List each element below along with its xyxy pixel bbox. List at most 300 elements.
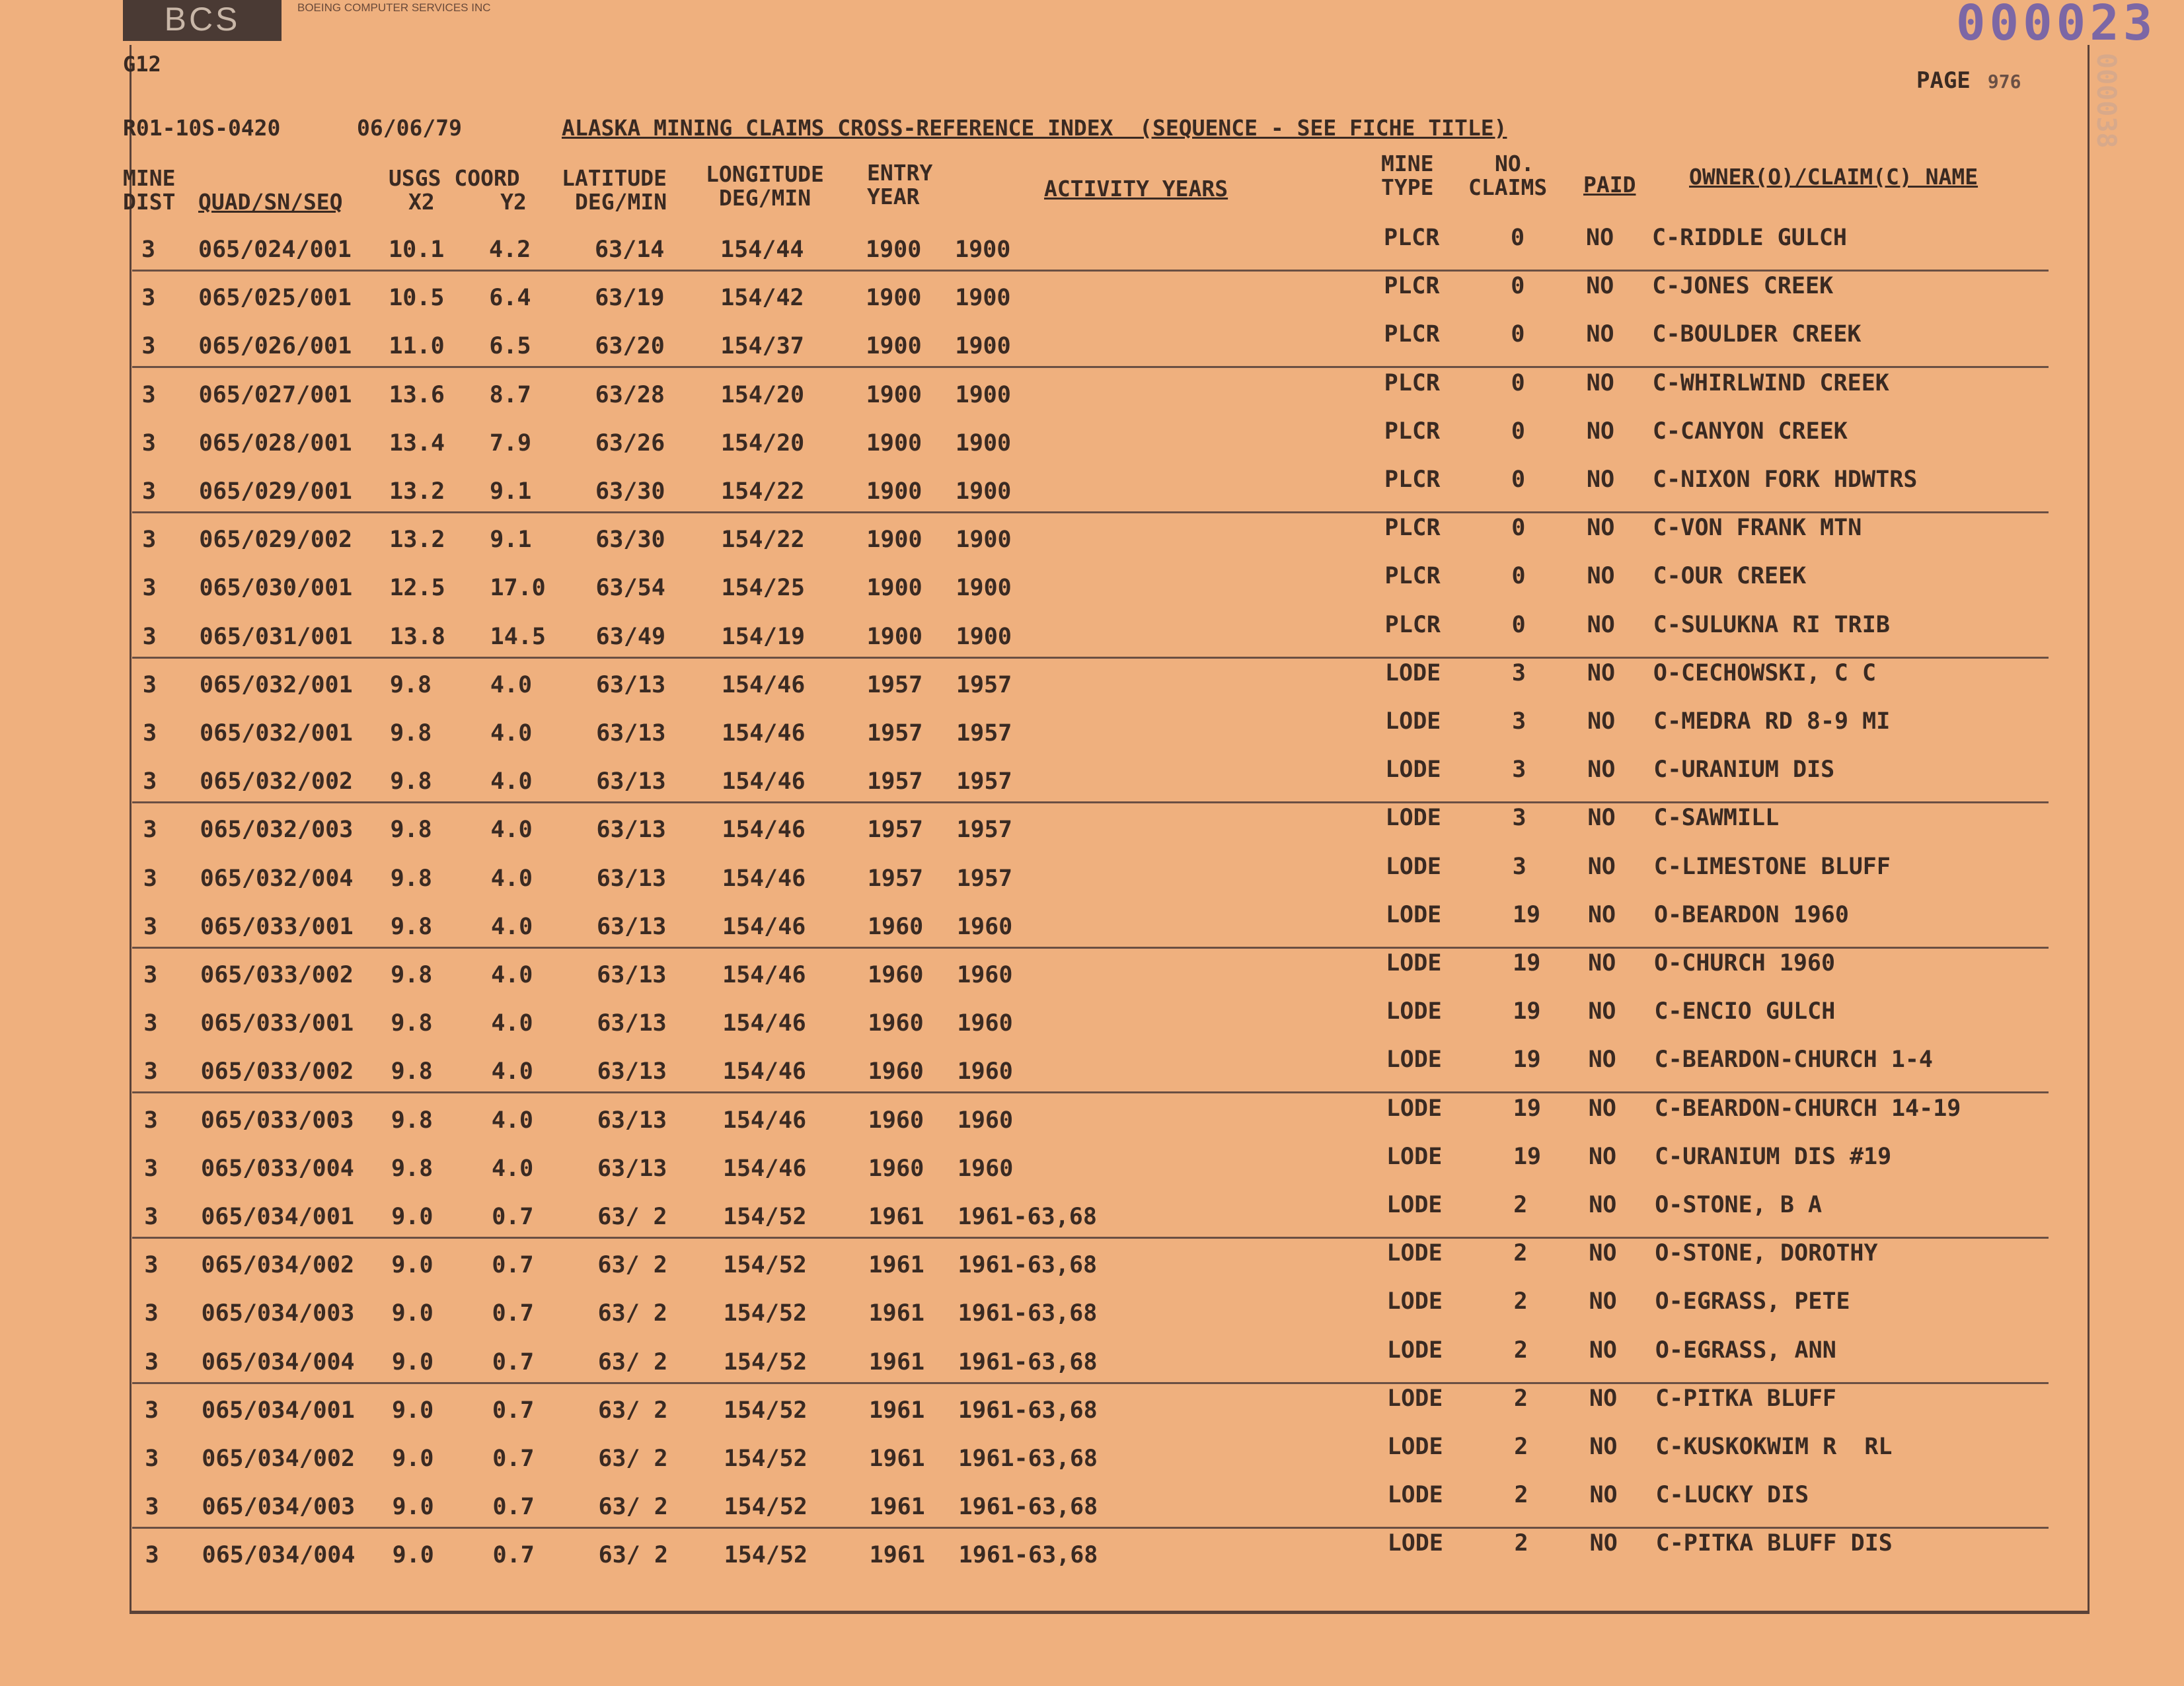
cell-owner-claim-name: C-LIMESTONE BLUFF [1653,853,1891,880]
cell-longitude: 154/52 [724,1494,808,1521]
page-indicator [1916,67,2021,94]
cell-latitude: 63/ 2 [597,1252,667,1279]
cell-paid: NO [1587,756,1616,784]
cell-entry-year: 1900 [866,237,922,263]
cell-paid: NO [1588,1046,1616,1074]
cell-activity-years: 1957 [956,865,1013,892]
col-header-line: X2 Y2 [408,189,527,215]
cell-quad: 065/033/001 [200,913,354,940]
cell-x2: 13.2 [389,478,445,505]
cell-paid: NO [1588,1095,1616,1122]
cell-y2: 4.0 [490,913,533,940]
cell-entry-year: 1957 [867,768,923,795]
cell-mine-dist: 3 [145,1542,159,1569]
cell-entry-year: 1961 [868,1348,925,1375]
cell-mine-dist: 3 [144,1348,159,1375]
cell-mine-dist: 3 [143,865,157,892]
cell-latitude: 63/13 [596,913,667,940]
cell-mine-type: LODE [1386,1143,1443,1170]
cell-latitude: 63/13 [597,1155,667,1182]
cell-quad: 065/033/003 [200,1107,354,1134]
cell-quad: 065/029/001 [199,478,352,505]
cell-latitude: 63/20 [595,333,665,360]
cell-mine-dist: 3 [142,575,157,602]
cell-owner-claim-name: C-LUCKY DIS [1655,1482,1809,1509]
cell-owner-claim-name: C-BEARDON-CHURCH 14-19 [1654,1095,1961,1122]
cell-longitude: 154/22 [721,478,805,505]
cell-paid: NO [1587,708,1616,735]
cell-x2: 9.8 [391,962,433,988]
cell-latitude: 63/13 [595,671,666,698]
cell-claims: 0 [1511,225,1525,251]
cell-mine-type: LODE [1385,756,1441,784]
cell-x2: 9.0 [392,1446,434,1472]
cell-entry-year: 1957 [867,865,924,892]
cell-activity-years: 1900 [955,381,1011,408]
cell-latitude: 63/49 [595,623,666,650]
page-number: 976 [1987,71,2021,92]
col-header-line: USGS COORD [389,165,520,191]
cell-latitude: 63/ 2 [598,1397,668,1424]
cell-claims: 19 [1513,1095,1541,1122]
cell-latitude: 63/ 2 [598,1446,668,1472]
cell-longitude: 154/44 [720,237,804,263]
cell-quad: 065/032/001 [199,671,353,698]
cell-x2: 9.0 [391,1300,433,1327]
cell-mine-dist: 3 [143,1107,158,1134]
cell-longitude: 154/46 [721,671,806,698]
cell-quad: 065/034/003 [201,1300,355,1327]
cell-longitude: 154/52 [723,1300,808,1327]
cell-owner-claim-name: C-WHIRLWIND CREEK [1652,369,1889,396]
cell-activity-years: 1961-63,68 [958,1348,1098,1375]
col-header-latitude [562,166,667,214]
cell-x2: 13.4 [389,429,445,457]
cell-claims: 19 [1512,901,1541,928]
cell-activity-years: 1900 [955,429,1012,457]
cell-longitude: 154/46 [722,768,806,795]
cell-mine-dist: 3 [141,237,156,263]
cell-activity-years: 1961-63,68 [958,1300,1098,1327]
cell-x2: 9.8 [391,1058,433,1085]
cell-x2: 9.0 [392,1397,434,1424]
cell-claims: 0 [1511,321,1525,348]
cell-mine-type: LODE [1386,950,1442,976]
cell-quad: 065/027/001 [198,381,352,408]
cell-mine-dist: 3 [144,1300,159,1327]
cell-y2: 4.0 [490,720,533,747]
cell-x2: 10.1 [389,237,445,263]
cell-entry-year: 1961 [869,1494,925,1521]
cell-y2: 4.0 [490,817,533,844]
cell-activity-years: 1960 [957,1058,1013,1085]
cell-x2: 9.8 [390,865,432,892]
cell-y2: 0.7 [492,1204,534,1230]
col-header-line: YEAR [867,184,920,209]
cell-x2: 9.0 [391,1252,433,1279]
cell-activity-years: 1961-63,68 [958,1397,1098,1424]
col-header-line: TYPE [1381,174,1434,200]
cell-x2: 9.8 [391,1155,433,1182]
cell-x2: 9.0 [392,1542,434,1569]
cell-mine-type: LODE [1387,1530,1443,1557]
cell-entry-year: 1900 [866,623,923,650]
cell-longitude: 154/37 [720,333,804,360]
cell-paid: NO [1586,321,1614,348]
cell-owner-claim-name: O-EGRASS, ANN [1655,1337,1836,1364]
cell-owner-claim-name: C-URANIUM DIS [1653,756,1835,784]
cell-latitude: 63/19 [595,285,665,312]
cell-paid: NO [1586,418,1614,445]
cell-paid: NO [1589,1530,1618,1557]
cell-y2: 0.7 [492,1446,535,1472]
cell-y2: 0.7 [492,1494,535,1521]
cell-paid: NO [1588,1143,1617,1170]
cell-mine-dist: 3 [142,527,157,554]
cell-entry-year: 1900 [866,381,922,408]
company-name: BOEING COMPUTER SERVICES INC [297,1,491,14]
cell-owner-claim-name: O-STONE, DOROTHY [1655,1240,1878,1267]
cell-longitude: 154/20 [720,429,805,457]
cell-activity-years: 1900 [955,285,1011,312]
cell-mine-type: PLCR [1384,225,1440,251]
cell-longitude: 154/46 [722,817,806,844]
cell-mine-dist: 3 [143,720,157,747]
cell-y2: 0.7 [492,1397,535,1424]
cell-owner-claim-name: C-CANYON CREEK [1652,418,1848,445]
cell-longitude: 154/52 [724,1542,808,1569]
cell-claims: 3 [1511,659,1526,686]
cell-mine-dist: 3 [143,1155,159,1182]
cell-mine-dist: 3 [141,429,156,457]
cell-owner-claim-name: C-ENCIO GULCH [1654,998,1836,1025]
cell-y2: 4.0 [490,671,533,698]
cell-mine-type: LODE [1385,805,1441,832]
cell-x2: 9.0 [392,1494,434,1521]
cell-owner-claim-name: O-CHURCH 1960 [1654,950,1836,976]
cell-activity-years: 1960 [957,962,1013,988]
cell-paid: NO [1588,998,1616,1025]
cell-y2: 4.0 [491,962,533,988]
cell-activity-years: 1900 [955,333,1011,360]
cell-claims: 2 [1514,1530,1528,1557]
sheet-code: G12 [123,52,161,77]
cell-activity-years: 1960 [957,1107,1014,1134]
cell-y2: 14.5 [490,623,546,650]
cell-paid: NO [1587,901,1616,928]
cell-owner-claim-name: C-MEDRA RD 8-9 MI [1653,708,1891,735]
cell-activity-years: 1900 [955,237,1011,263]
cell-claims: 19 [1513,950,1541,976]
cell-mine-type: PLCR [1384,273,1440,300]
cell-latitude: 63/14 [595,237,665,263]
cell-longitude: 154/52 [724,1446,808,1472]
cell-paid: NO [1587,466,1615,493]
cell-entry-year: 1961 [869,1397,925,1424]
document-stamp-number: 000023 [1956,0,2157,52]
col-header-line: DIST [123,189,176,215]
cell-activity-years: 1957 [956,671,1012,698]
cell-owner-claim-name: C-PITKA BLUFF [1655,1385,1836,1412]
cell-owner-claim-name: C-JONES CREEK [1652,273,1834,300]
company-logo: BCS [123,0,282,41]
report-date: 06/06/79 [357,115,462,141]
cell-mine-dist: 3 [145,1397,159,1424]
cell-owner-claim-name: C-BOULDER CREEK [1652,321,1862,348]
cell-activity-years: 1961-63,68 [958,1542,1098,1569]
cell-claims: 19 [1513,1046,1541,1074]
cell-y2: 0.7 [492,1348,535,1375]
cell-y2: 4.0 [491,1010,533,1037]
cell-latitude: 63/13 [596,720,666,747]
cell-latitude: 63/13 [597,1010,667,1037]
cell-claims: 0 [1511,611,1526,638]
cell-entry-year: 1961 [868,1204,924,1230]
cell-latitude: 63/ 2 [598,1542,669,1569]
cell-owner-claim-name: C-RIDDLE GULCH [1652,225,1848,251]
cell-mine-dist: 3 [145,1494,159,1521]
col-header-quad: QUAD/SN/SEQ [198,189,343,215]
cell-entry-year: 1960 [868,1155,924,1182]
cell-claims: 2 [1513,1337,1528,1364]
cell-y2: 9.1 [490,527,532,554]
cell-mine-dist: 3 [141,381,156,408]
cell-owner-claim-name: O-BEARDON 1960 [1653,901,1849,928]
cell-mine-dist: 3 [143,1010,158,1037]
cell-paid: NO [1589,1482,1618,1509]
cell-y2: 0.7 [492,1252,534,1279]
cell-y2: 17.0 [490,575,546,602]
col-header-line: LATITUDE [562,165,667,191]
cell-latitude: 63/ 2 [598,1494,668,1521]
cell-x2: 12.5 [389,575,445,602]
cell-y2: 6.4 [489,285,531,312]
cell-paid: NO [1588,950,1616,976]
cell-x2: 9.8 [390,913,433,940]
cell-claims: 3 [1512,853,1526,880]
cell-activity-years: 1900 [956,575,1012,602]
cell-owner-claim-name: C-SAWMILL [1653,805,1780,832]
cell-mine-dist: 3 [142,478,157,505]
cell-y2: 9.1 [490,478,532,505]
cell-owner-claim-name: C-SULUKNA RI TRIB [1653,611,1890,638]
cell-mine-dist: 3 [143,817,157,844]
cell-mine-type: LODE [1386,1337,1443,1364]
cell-paid: NO [1586,273,1614,300]
col-header-line: MINE [1381,151,1434,176]
cell-latitude: 63/13 [596,865,667,892]
cell-mine-type: LODE [1387,1482,1443,1509]
cell-latitude: 63/13 [597,1058,667,1085]
cell-activity-years: 1957 [956,817,1012,844]
cell-x2: 9.8 [391,1107,433,1134]
cell-paid: NO [1589,1288,1617,1315]
cell-entry-year: 1960 [868,1010,924,1037]
cell-quad: 065/030/001 [199,575,353,602]
cell-entry-year: 1900 [866,285,922,312]
cell-mine-type: PLCR [1384,466,1441,493]
cell-quad: 065/034/004 [201,1348,355,1375]
cell-entry-year: 1960 [868,962,924,988]
cell-x2: 11.0 [389,333,445,360]
cell-y2: 4.0 [490,768,533,795]
cell-mine-type: LODE [1385,708,1441,735]
col-header-line: MINE [123,165,176,191]
col-header-line: LONGITUDE [706,161,824,187]
cell-entry-year: 1961 [868,1252,924,1279]
cell-latitude: 63/13 [596,817,666,844]
cell-claims: 0 [1511,515,1526,542]
cell-entry-year: 1900 [866,575,923,602]
cell-activity-years: 1900 [956,623,1012,650]
col-header-activity: ACTIVITY YEARS [1044,176,1228,202]
col-header-longitude [706,163,824,210]
cell-quad: 065/031/001 [199,623,353,650]
cell-claims: 19 [1513,998,1541,1025]
cell-longitude: 154/52 [723,1348,808,1375]
cell-y2: 4.0 [491,1107,533,1134]
col-header-owner: OWNER(O)/CLAIM(C) NAME [1689,164,1978,190]
cell-y2: 7.9 [489,429,532,457]
cell-quad: 065/033/002 [200,962,354,988]
cell-mine-type: PLCR [1384,418,1441,445]
cell-mine-type: LODE [1386,1046,1442,1074]
cell-y2: 4.0 [491,1155,534,1182]
cell-latitude: 63/ 2 [597,1204,667,1230]
cell-longitude: 154/46 [722,1107,807,1134]
cell-mine-type: PLCR [1384,563,1441,590]
cell-activity-years: 1961-63,68 [958,1494,1098,1521]
cell-quad: 065/024/001 [198,237,352,263]
cell-x2: 9.0 [391,1204,433,1230]
cell-x2: 9.8 [390,817,432,844]
cell-activity-years: 1957 [956,768,1012,795]
cell-x2: 9.8 [390,768,432,795]
cell-owner-claim-name: O-CECHOWSKI, C C [1653,659,1877,686]
cell-paid: NO [1589,1192,1617,1218]
cell-entry-year: 1957 [866,671,923,698]
cell-paid: NO [1587,659,1616,686]
cell-quad: 065/034/003 [202,1494,356,1521]
cell-claims: 0 [1511,563,1526,590]
cell-quad: 065/034/002 [201,1252,355,1279]
cell-latitude: 63/ 2 [597,1348,668,1375]
row-rule [132,1382,2049,1384]
row-rule [132,1237,2049,1239]
cell-owner-claim-name: C-BEARDON-CHURCH 1-4 [1654,1046,1933,1074]
row-rule [132,657,2049,659]
cell-entry-year: 1900 [866,429,923,457]
cell-quad: 065/032/002 [200,768,354,795]
side-stamp: 000038 [2091,53,2121,149]
col-header-line: ENTRY [867,160,933,186]
cell-entry-year: 1960 [868,1107,924,1134]
cell-quad: 065/032/001 [200,720,353,747]
cell-claims: 2 [1514,1482,1528,1509]
cell-x2: 9.0 [391,1348,434,1375]
cell-activity-years: 1960 [957,1155,1014,1182]
cell-mine-type: LODE [1386,998,1442,1025]
cell-y2: 6.5 [489,333,531,360]
cell-quad: 065/029/002 [199,527,353,554]
cell-longitude: 154/46 [722,865,806,892]
cell-y2: 0.7 [492,1300,534,1327]
cell-mine-dist: 3 [145,1446,159,1472]
cell-longitude: 154/19 [721,623,806,650]
cell-latitude: 63/30 [595,478,665,505]
cell-claims: 2 [1514,1434,1528,1460]
report-id: R01-10S-0420 [123,115,281,141]
cell-longitude: 154/52 [724,1397,808,1424]
cell-entry-year: 1960 [867,913,924,940]
cell-owner-claim-name: C-OUR CREEK [1653,563,1807,590]
col-header-line: CLAIMS [1468,174,1548,200]
cell-longitude: 154/46 [722,720,806,747]
cell-latitude: 63/30 [595,527,665,554]
cell-activity-years: 1961-63,68 [958,1204,1097,1230]
cell-claims: 19 [1513,1143,1542,1170]
cell-claims: 3 [1512,756,1526,784]
cell-claims: 3 [1512,708,1526,735]
cell-longitude: 154/46 [722,913,806,940]
cell-longitude: 154/46 [722,1010,806,1037]
cell-owner-claim-name: C-PITKA BLUFF DIS [1655,1530,1893,1557]
cell-x2: 10.5 [389,285,445,312]
cell-mine-type: LODE [1386,1288,1443,1315]
row-rule [132,947,2049,949]
cell-entry-year: 1961 [869,1446,925,1472]
cell-entry-year: 1900 [866,527,923,554]
col-header-mine-type [1381,152,1433,200]
cell-x2: 13.8 [389,623,445,650]
cell-longitude: 154/46 [722,962,806,988]
cell-mine-dist: 3 [142,623,157,650]
cell-latitude: 63/ 2 [597,1300,667,1327]
cell-y2: 4.0 [490,865,533,892]
cell-mine-type: PLCR [1384,321,1440,348]
page-label: PAGE [1916,67,1971,94]
cell-paid: NO [1586,369,1614,396]
cell-quad: 065/026/001 [198,333,352,360]
col-header-line: NO. [1495,151,1534,176]
cell-mine-type: PLCR [1384,369,1440,396]
cell-paid: NO [1589,1434,1618,1460]
cell-latitude: 63/13 [597,962,667,988]
cell-claims: 3 [1512,805,1526,832]
cell-paid: NO [1589,1240,1617,1267]
cell-mine-dist: 3 [141,333,156,360]
cell-latitude: 63/26 [595,429,665,457]
cell-longitude: 154/42 [720,285,804,312]
cell-x2: 9.8 [390,720,432,747]
cell-longitude: 154/46 [722,1058,806,1085]
cell-quad: 065/032/003 [200,817,354,844]
cell-quad: 065/034/001 [202,1397,355,1424]
cell-longitude: 154/52 [723,1204,807,1230]
cell-mine-type: LODE [1386,1192,1443,1218]
cell-longitude: 154/22 [721,527,805,554]
cell-activity-years: 1900 [956,478,1012,505]
cell-latitude: 63/28 [595,381,665,408]
col-header-line: DEG/MIN [719,185,811,211]
cell-paid: NO [1587,853,1616,880]
report-title: ALASKA MINING CLAIMS CROSS-REFERENCE INDEX (SEQUENCE - SEE FICHE TITLE) [562,115,1507,141]
cell-quad: 065/033/002 [200,1058,354,1085]
row-rule [132,270,2049,272]
cell-entry-year: 1957 [867,817,923,844]
cell-paid: NO [1586,225,1614,251]
cell-quad: 065/034/004 [202,1542,356,1569]
